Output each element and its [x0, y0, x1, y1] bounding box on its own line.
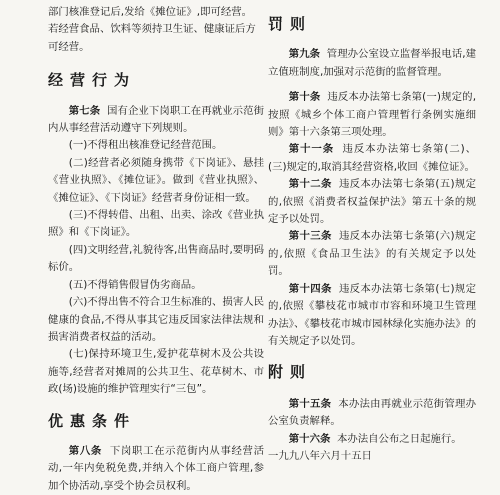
article-text: 违反本办法第七条第(五)规定的,依照《消费者权益保护法》第五十条的规定予以处罚。: [268, 178, 476, 226]
article-text: 违反本办法第七条第(一)规定的,按照《城乡个体工商户管理暂行条例实施细则》第十六条第三项处理。: [268, 91, 477, 139]
section-heading-business-conduct: 经营行为: [48, 71, 137, 90]
article-text: 国有企业下岗职工在再就业示范街内从事经营活动遵守下列规则。: [48, 104, 265, 135]
article-number: 第十一条: [288, 143, 335, 156]
article-11: [268, 141, 476, 176]
issue-date: 一九九八年六月十五日: [268, 449, 372, 462]
article-number: 第九条: [288, 48, 321, 61]
article-text: 违反本办法第七条第(二)、(三)规定的,取消其经营资格,收回《摊位证》。: [268, 143, 477, 173]
article-number: 第七条: [68, 104, 101, 117]
article-7-item: (三)不得转借、出租、出卖、涂改《营业执照》和《下岗证》。: [48, 209, 264, 239]
article-number: 第十二条: [288, 178, 332, 191]
article-14: [268, 281, 476, 351]
article-text: 管理办公室设立监督举报电话,建立值班制度,加强对示范街的监督管理。: [268, 48, 477, 78]
continuation-line: 若经营食品、饮料等须持卫生证、健康证后方: [48, 23, 256, 36]
article-7-item: (六)不得出售不符合卫生标准的、损害人民健康的食品,不得从事其它违反国家法律法规和损害消费者权益的活动。: [48, 296, 264, 343]
article-8: [48, 443, 264, 495]
article-text: 下岗职工在示范街内从事经营活动,一年内免税免费,并纳入个体工商户管理,参加个协活动,享受个协会员权利。: [48, 444, 265, 492]
article-9: [268, 46, 476, 81]
article-7-item: (四)文明经营,礼貌待客,出售商品时,要明码标价。: [48, 243, 264, 274]
article-text: 本办法自公布之日起施行。: [336, 432, 462, 445]
article-16: [268, 431, 476, 448]
article-number: 第十条: [288, 91, 321, 104]
section-heading-preferential-terms: 优惠条件: [48, 411, 137, 430]
continuation-line: 可经营。: [48, 40, 90, 53]
left-column: [48, 4, 264, 495]
article-7: [48, 103, 264, 138]
article-7-item: (二)经营者必须随身携带《下岗证》、悬挂《营业执照》、《摊位证》。做到《营业执照》、《摊位证》、《下岗证》经营者身份证相一致。: [48, 156, 264, 204]
article-text: 违反本办法第七条第(六)规定的,依照《食品卫生法》的有关规定予以处罚。: [268, 230, 476, 278]
article-10: [268, 89, 476, 141]
article-7-item: (七)保持环境卫生,爱护花草树木及公共设施等,经营者对摊周的公共卫生、花草树木、市政(场)设施的维护管理实行“三包”。: [48, 348, 264, 396]
article-7-item: (一)不得租出核准登记经营范围。: [68, 139, 223, 152]
article-number: 第十六条: [288, 432, 331, 445]
continuation-line: 部门核准登记后,发给《摊位证》,即可经营。: [48, 6, 253, 18]
article-15: [268, 396, 476, 431]
right-column: [268, 4, 476, 465]
section-heading-penalties: 罚则: [268, 15, 313, 33]
article-text: 违反本办法第七条第(七)规定的,依照《攀枝花市城市市容和环境卫生管理办法》、《攀枝花市城市园林绿化实施办法》的有关规定予以处罚。: [268, 282, 476, 347]
article-text: 本办法由再就业示范街管理办公室负责解释。: [268, 397, 477, 428]
section-heading-supplementary: 附则: [268, 363, 313, 382]
article-number: 第十四条: [288, 282, 332, 295]
article-number: 第十三条: [288, 230, 332, 243]
article-number: 第八条: [68, 444, 102, 457]
article-number: 第十五条: [288, 397, 332, 410]
article-7-item: (五)不得销售假冒伪劣商品。: [68, 278, 202, 291]
article-13: [268, 228, 476, 280]
article-12: [268, 176, 476, 228]
